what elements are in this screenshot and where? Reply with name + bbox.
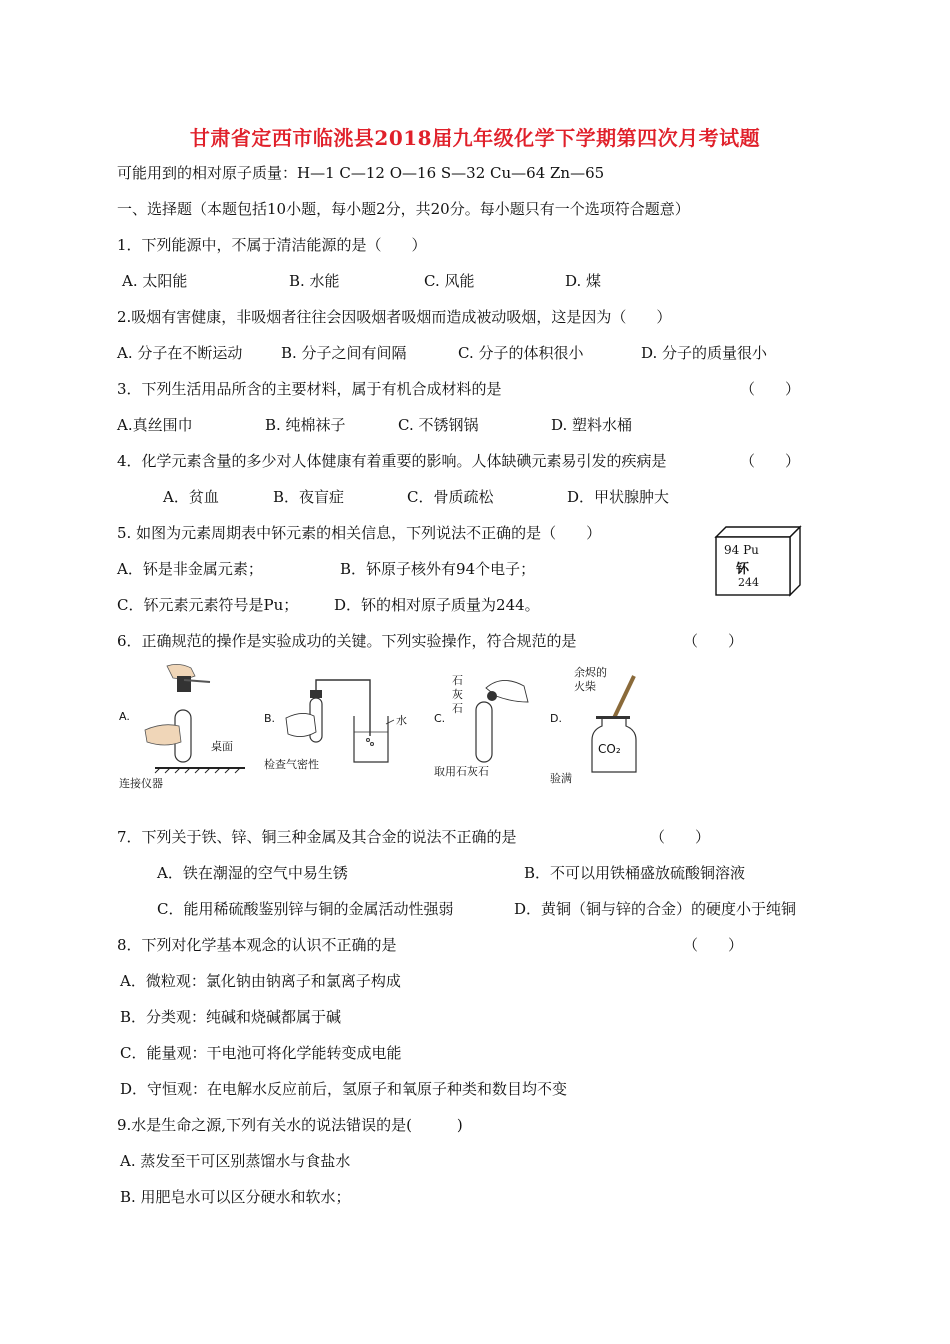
q5-option-b: B．钚原子核外有94个电子； [340,560,536,578]
q1-option-d: D. 煤 [565,272,602,290]
q4-option-a: A．贫血 [163,488,219,506]
page-title: 甘肃省定西市临洮县2018届九年级化学下学期第四次月考试题 [189,126,761,150]
figure-d-caption: 验满 [550,772,572,785]
question-1-stem: 1．下列能源中，不属于清洁能源的是（ ） [117,236,427,254]
q7-option-a: A．铁在潮湿的空气中易生锈 [157,864,348,882]
figure-a-caption: 连接仪器 [119,777,163,790]
element-mass: 244 [738,576,759,589]
q3-option-c: C. 不锈钢锅 [398,416,479,434]
lab-figure-b [262,672,412,782]
atomic-mass-line: 可能用到的相对原子质量：H—1 C—12 O—16 S—32 Cu—64 Zn—65 [117,164,605,182]
figure-b-water-label: 水 [396,714,407,727]
q8-answer-paren: （ ） [683,936,744,954]
question-9-stem: 9.水是生命之源,下列有关水的说法错误的是( ) [117,1116,463,1134]
question-5-stem: 5. 如图为元素周期表中钚元素的相关信息，下列说法不正确的是（ ） [117,524,602,542]
q8-option-d: D．守恒观：在电解水反应前后，氢原子和氧原子种类和数目均不变 [120,1080,568,1098]
q2-option-a: A. 分子在不断运动 [117,344,243,362]
q8-option-a: A．微粒观：氯化钠由钠离子和氯离子构成 [120,972,401,990]
q7-option-c: C．能用稀硫酸鉴别锌与铜的金属活动性强弱 [157,900,454,918]
question-8-stem: 8．下列对化学基本观念的认识不正确的是 [117,936,397,954]
q4-option-d: D．甲状腺肿大 [567,488,670,506]
figure-d-gas-label: CO₂ [598,742,621,756]
q6-answer-paren: （ ） [683,632,744,650]
figure-d-match-label: 余烬的 火柴 [574,666,607,693]
figure-b-letter: B. [264,712,276,725]
question-7-stem: 7．下列关于铁、锌、铜三种金属及其合金的说法不正确的是 [117,828,517,846]
q3-option-a: A.真丝围巾 [117,416,193,434]
figure-a-table-label: 桌面 [211,740,233,753]
element-number: 94 [724,543,740,557]
question-2-stem: 2.吸烟有害健康，非吸烟者往往会因吸烟者吸烟而造成被动吸烟，这是因为（ ） [117,308,672,326]
element-symbol: Pu [743,543,759,557]
figure-a-letter: A. [119,710,130,723]
q8-option-b: B．分类观：纯碱和烧碱都属于碱 [120,1008,342,1026]
q7-answer-paren: （ ） [650,828,711,846]
q4-answer-paren: （ ） [740,452,801,470]
q1-option-b: B. 水能 [289,272,340,290]
lab-figure-d [548,662,658,784]
q2-option-c: C. 分子的体积很小 [458,344,584,362]
question-6-stem: 6．正确规范的操作是实验成功的关键。下列实验操作，符合规范的是 [117,632,577,650]
q3-option-d: D. 塑料水桶 [551,416,633,434]
lab-figure-c [432,662,542,784]
element-card-plutonium [712,523,804,599]
q4-option-b: B．夜盲症 [273,488,345,506]
q2-option-d: D. 分子的质量很小 [641,344,768,362]
question-3-stem: 3．下列生活用品所含的主要材料，属于有机合成材料的是 [117,380,502,398]
figure-c-stone-label: 石 灰 石 [452,674,463,715]
q2-option-b: B. 分子之间有间隔 [281,344,407,362]
q8-option-c: C．能量观：干电池可将化学能转变成电能 [120,1044,402,1062]
lab-figure-a [115,662,250,792]
element-name: 钚 [736,562,750,577]
question-4-stem: 4．化学元素含量的多少对人体健康有着重要的影响。人体缺碘元素易引发的疾病是 [117,452,667,470]
q9-option-a: A. 蒸发至干可区别蒸馏水与食盐水 [120,1152,351,1170]
q7-option-d: D．黄铜（铜与锌的合金）的硬度小于纯铜 [514,900,797,918]
q1-option-c: C. 风能 [424,272,475,290]
q9-option-b: B. 用肥皂水可以区分硬水和软水； [120,1188,351,1206]
q1-option-a: A. 太阳能 [122,272,188,290]
q4-option-c: C．骨质疏松 [407,488,494,506]
q7-option-b: B．不可以用铁桶盛放硫酸铜溶液 [524,864,746,882]
q5-option-c: C．钚元素元素符号是Pu； [117,596,299,614]
q3-option-b: B. 纯棉袜子 [265,416,346,434]
figure-c-caption: 取用石灰石 [434,765,489,778]
q5-option-d: D．钚的相对原子质量为244。 [334,596,540,614]
figure-d-letter: D. [550,712,562,725]
figure-b-caption: 检查气密性 [264,758,319,771]
section-heading: 一、选择题（本题包括10小题，每小题2分，共20分。每小题只有一个选项符合题意） [117,200,690,218]
q3-answer-paren: （ ） [740,380,801,398]
figure-c-letter: C. [434,712,446,725]
q5-option-a: A．钚是非金属元素； [117,560,263,578]
